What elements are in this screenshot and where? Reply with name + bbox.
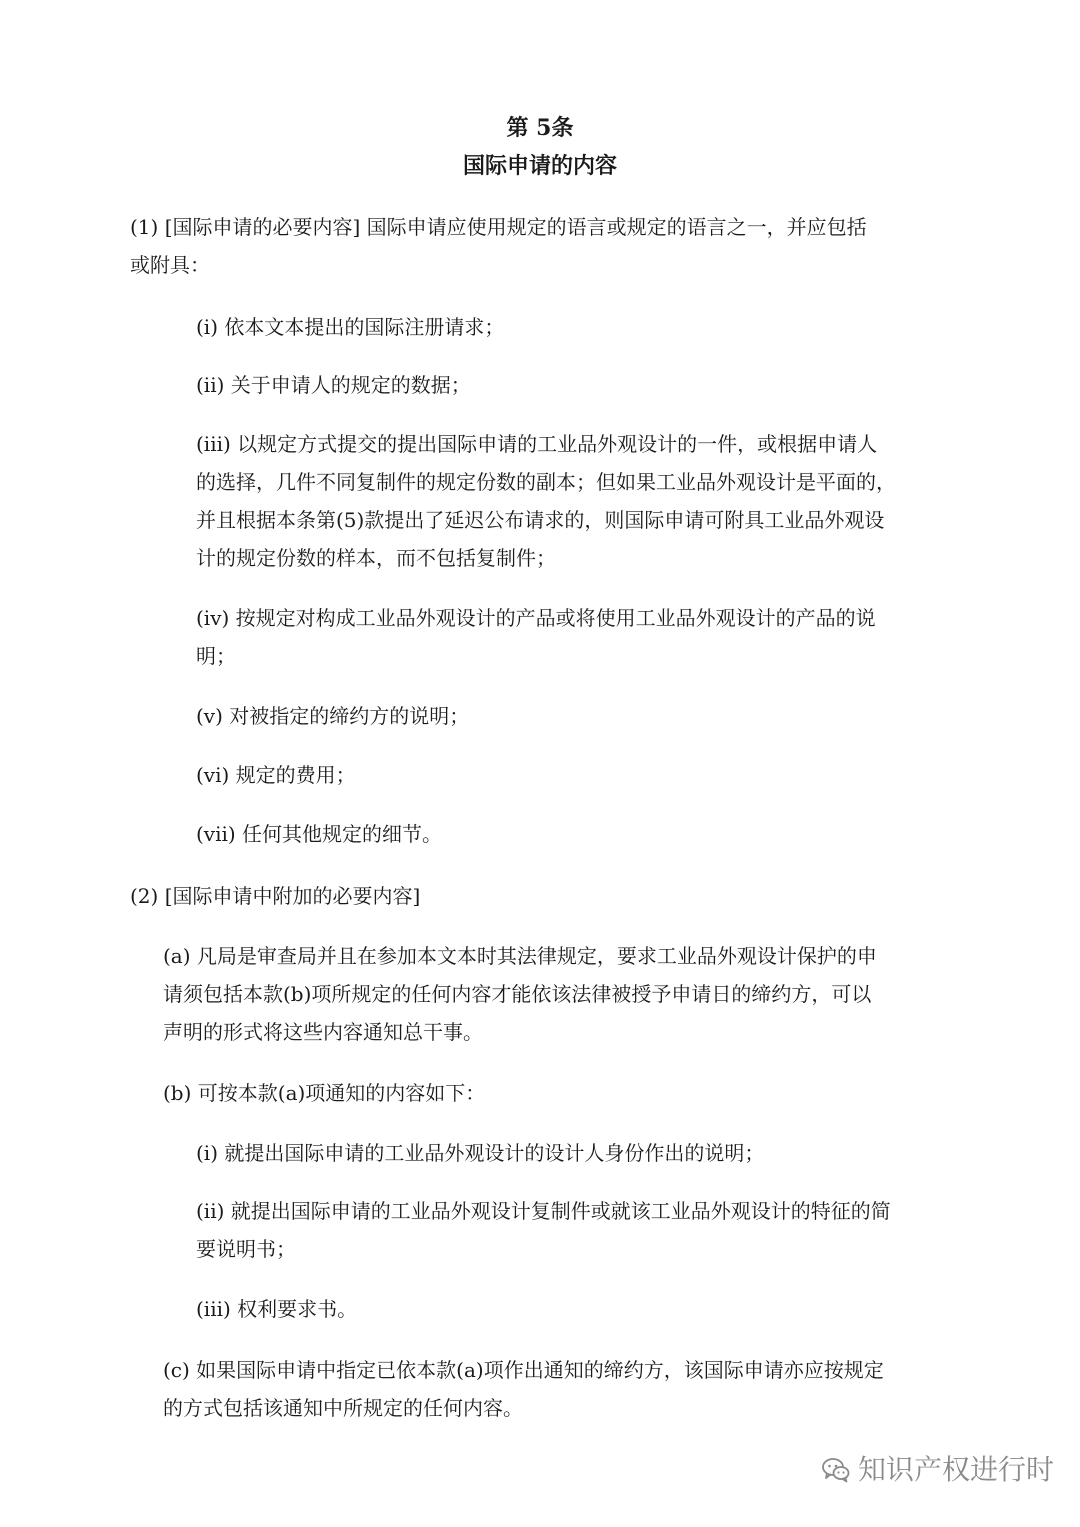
item-iii-line3: 并且根据本条第(5)款提出了延迟公布请求的，则国际申请可附具工业品外观设 (196, 508, 885, 532)
item-v: (v) 对被指定的缔约方的说明； (196, 704, 470, 728)
section2-heading: (2) [国际申请中附加的必要内容] (130, 884, 421, 908)
section1-line1: (1) [国际申请的必要内容] 国际申请应使用规定的语言或规定的语言之一，并应包括 (130, 215, 867, 239)
section2-a-line1: (a) 凡局是审查局并且在参加本文本时其法律规定，要求工业品外观设计保护的申 (163, 944, 877, 968)
watermark-text: 知识产权进行时 (858, 1453, 1055, 1486)
item-vi: (vi) 规定的费用； (196, 763, 356, 787)
section2-b-i: (i) 就提出国际申请的工业品外观设计的设计人身份作出的说明； (196, 1141, 765, 1165)
item-iv-line1: (iv) 按规定对构成工业品外观设计的产品或将使用工业品外观设计的产品的说 (196, 606, 876, 630)
item-iii-line4: 计的规定份数的样本，而不包括复制件； (196, 546, 556, 570)
item-iii-line2: 的选择，几件不同复制件的规定份数的副本；但如果工业品外观设计是平面的， (196, 470, 896, 494)
article-heading: 国际申请的内容 (462, 153, 617, 179)
section2-a-line2: 请须包括本款(b)项所规定的任何内容才能依该法律被授予申请日的缔约方，可以 (163, 982, 872, 1006)
wechat-icon (822, 1457, 850, 1483)
item-ii: (ii) 关于申请人的规定的数据； (196, 373, 471, 397)
item-vii: (vii) 任何其他规定的细节。 (196, 822, 443, 846)
section2-b-ii-line1: (ii) 就提出国际申请的工业品外观设计复制件或就该工业品外观设计的特征的简 (196, 1199, 891, 1223)
section2-b-ii-line2: 要说明书； (196, 1237, 296, 1261)
section2-c-line1: (c) 如果国际申请中指定已依本款(a)项作出通知的缔约方，该国际申请亦应按规定 (163, 1358, 884, 1382)
item-iv-line2: 明； (196, 644, 236, 668)
item-iii-line1: (iii) 以规定方式提交的提出国际申请的工业品外观设计的一件，或根据申请人 (196, 432, 878, 456)
article-number: 第 5条 (506, 115, 574, 141)
watermark (822, 1452, 1054, 1488)
section2-c-line2: 的方式包括该通知中所规定的任何内容。 (163, 1396, 523, 1420)
section2-b-iii: (iii) 权利要求书。 (196, 1297, 358, 1321)
section1-line2: 或附具： (130, 253, 210, 277)
section2-b: (b) 可按本款(a)项通知的内容如下： (163, 1081, 486, 1105)
item-i: (i) 依本文本提出的国际注册请求； (196, 315, 505, 339)
section2-a-line3: 声明的形式将这些内容通知总干事。 (163, 1020, 483, 1044)
